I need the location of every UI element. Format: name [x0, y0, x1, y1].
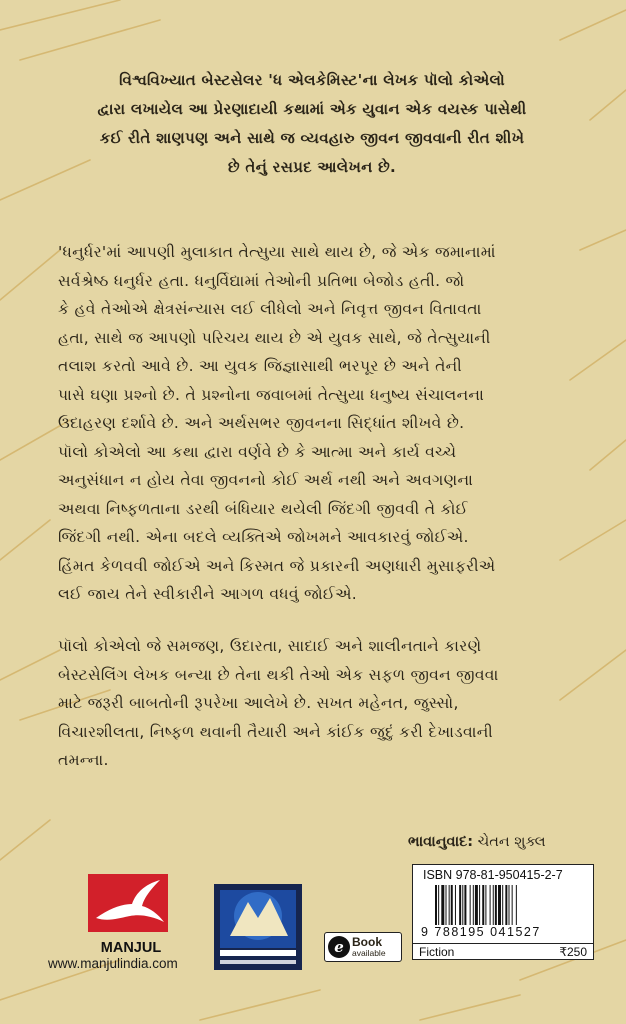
story-line: જિંદગી નથી. એના બદલે વ્યક્તિએ જોખમને આવકારવું જોઈએ.: [58, 528, 469, 546]
story-line: પૉલો કોએલો આ કથા દ્વારા વર્ણવે છે કે આત્મા અને કાર્ય વચ્ચે: [58, 442, 457, 461]
ebook-available-badge: [324, 932, 402, 962]
story-line: લઈ જાય તેને સ્વીકારીને આગળ વધવું જોઈએ.: [58, 585, 358, 603]
publisher-bird-logo-icon: [88, 874, 168, 940]
lesson-line: પૉલો કોએલો જે સમજણ, ઉદારતા, સાદાઈ અને શાલીનતાને કારણે: [58, 637, 482, 655]
intro-paragraph: [62, 66, 562, 182]
lesson-line: બેસ્ટસેલિંગ લેખક બન્યા છે તેના થકી તેઓ એક સફળ જીવન જીવવા: [58, 665, 499, 684]
barcode-digits: 9 788195 041527: [421, 925, 541, 939]
background-ray: [0, 0, 120, 30]
story-line: અથવા નિષ્ફળતાના ડરથી બંધિયાર થયેલી જિંદગી જીવવી તે કોઈ: [58, 499, 468, 518]
story-line: તલાશ કરતો આવે છે. આ યુવક જિજ્ઞાસાથી ભરપૂર છે અને તેની: [58, 357, 462, 375]
background-ray: [0, 650, 60, 680]
story-line: પાસે ઘણા પ્રશ્નો છે. તે પ્રશ્નોના જવાબમાં તેત્સુયા ધનુષ્ય સંચાલનના: [58, 385, 485, 404]
story-line: હિંમત કેળવવી જોઈએ અને કિસ્મત જે પ્રકારની અણધારી મુસાફરીએ: [58, 556, 496, 575]
background-ray: [590, 90, 626, 120]
ebook-word: Book: [352, 935, 382, 949]
intro-line: છે તેનું રસપ્રદ આલેખન છે.: [228, 158, 396, 176]
lesson-line: માટે જરૂરી બાબતોની રૂપરેખા આલેખે છે. સખત મહેનત, જુસ્સો,: [58, 694, 459, 712]
isbn-barcode-box: [412, 864, 594, 960]
book-price: ₹250: [559, 944, 587, 959]
publisher-seal-icon: [214, 884, 302, 970]
publisher-website: www.manjulindia.com: [48, 956, 178, 971]
publisher-logo-text: MANJUL: [100, 940, 162, 956]
isbn-number: ISBN 978-81-950415-2-7: [423, 868, 563, 882]
translator-name: ચેતન શુક્લ: [477, 834, 546, 850]
translator-label: ભાવાનુવાદ:: [408, 834, 474, 850]
translator-credit: [408, 834, 546, 850]
intro-line: કઈ રીતે શાણપણ અને સાથે જ વ્યવહારુ જીવન જીવવાની રીત શીખે: [99, 129, 525, 147]
story-line: અનુસંધાન ન હોય તેવા જીવનનો કોઈ અર્થ નથી અને અવગણના: [58, 471, 474, 489]
lesson-paragraph: [58, 632, 578, 775]
background-ray: [420, 995, 520, 1020]
intro-line: વિશ્વવિખ્યાત બેસ્ટસેલર 'ધ એલકેમિસ્ટ'ના લેખક પૉલો કોએલો: [119, 71, 505, 89]
intro-line: દ્વારા લખાયેલ આ પ્રેરણાદાયી કથામાં એક યુવાન એક વયસ્ક પાસેથી: [97, 100, 527, 118]
ebook-e-icon: e: [328, 936, 350, 958]
story-line: હતા, સાથે જ આપણો પરિચય થાય છે એ યુવક સાથે, જે તેત્સુયાની: [58, 328, 491, 347]
background-ray: [0, 520, 50, 560]
book-category: Fiction: [419, 944, 455, 959]
background-ray: [590, 440, 626, 470]
story-line: કે હવે તેઓએ ક્ષેત્રસંન્યાસ લઈ લીધેલો અને નિવૃત્ત જીવન વિતાવતા: [58, 300, 482, 318]
lesson-line: તમન્ના.: [58, 751, 109, 769]
ebook-available-text: available: [352, 948, 386, 958]
lesson-line: વિચારશીલતા, નિષ્ફળ થવાની તૈયારી અને કાંઈક જુદું કરી દેખાડવાની: [58, 722, 494, 741]
background-ray: [0, 250, 60, 300]
background-ray: [560, 10, 626, 40]
story-paragraph: [58, 238, 578, 609]
story-line: ઉદાહરણ દર્શાવે છે. અને અર્થસભર જીવનના સિદ્ધાંત શીખવે છે.: [58, 414, 465, 432]
story-line: 'ધનુર્ધર'માં આપણી મુલાકાત તેત્સુયા સાથે થાય છે, જે એક જમાનામાં: [58, 243, 496, 261]
background-ray: [0, 820, 50, 860]
background-ray: [570, 340, 626, 380]
background-ray: [200, 990, 320, 1020]
background-ray: [20, 20, 160, 60]
barcode-footer: [413, 943, 593, 959]
background-ray: [580, 230, 626, 250]
story-line: સર્વશ્રેષ્ઠ ધનુર્ધર હતા. ધનુર્વિદ્યામાં તેઓની પ્રતિભા બેજોડ હતી. જો: [58, 271, 465, 290]
barcode-icon: [435, 885, 585, 927]
